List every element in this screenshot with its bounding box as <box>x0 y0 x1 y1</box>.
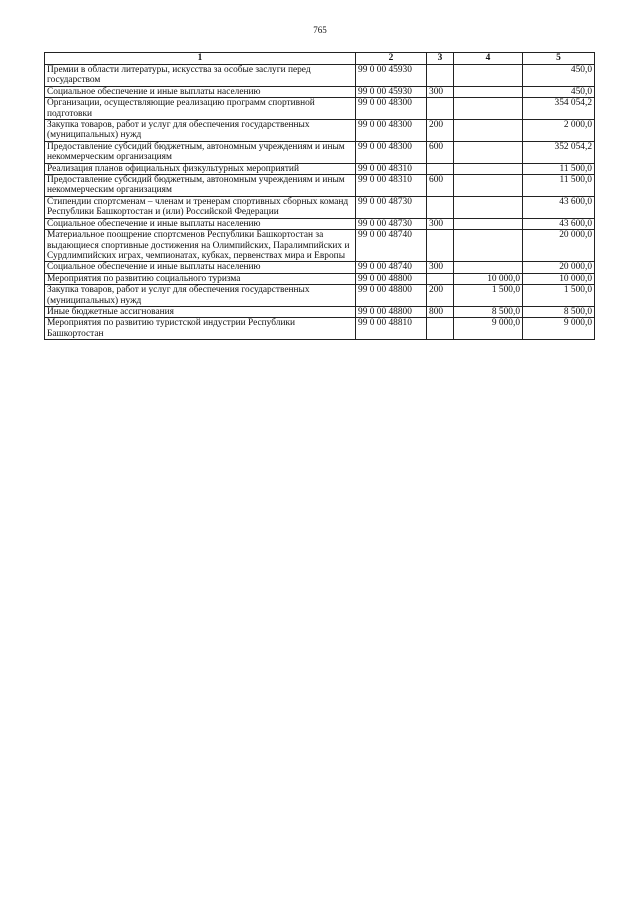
row-expense-type: 600 <box>427 141 454 163</box>
row-amount-col5: 2 000,0 <box>523 120 595 142</box>
row-code: 99 0 00 45930 <box>356 86 427 97</box>
row-name: Социальное обеспечение и иные выплаты населению <box>45 218 356 229</box>
row-name: Предоставление субсидий бюджетным, автономным учреждениям и иным некоммерческим организациям <box>45 175 356 197</box>
row-amount-col4 <box>454 218 523 229</box>
row-amount-col4: 9 000,0 <box>454 318 523 340</box>
row-name: Социальное обеспечение и иные выплаты населению <box>45 262 356 273</box>
row-amount-col4 <box>454 163 523 174</box>
table-row <box>45 98 595 120</box>
row-code: 99 0 00 48300 <box>356 141 427 163</box>
table-row <box>45 65 595 87</box>
row-code: 99 0 00 48300 <box>356 98 427 120</box>
row-amount-col4: 8 500,0 <box>454 306 523 317</box>
row-expense-type <box>427 196 454 218</box>
row-amount-col5: 43 600,0 <box>523 218 595 229</box>
row-code: 99 0 00 48730 <box>356 196 427 218</box>
row-amount-col4 <box>454 98 523 120</box>
table-row <box>45 196 595 218</box>
row-amount-col5: 450,0 <box>523 86 595 97</box>
row-amount-col5: 43 600,0 <box>523 196 595 218</box>
row-name: Организации, осуществляющие реализацию программ спортивной подготовки <box>45 98 356 120</box>
row-code: 99 0 00 48310 <box>356 175 427 197</box>
row-code: 99 0 00 48730 <box>356 218 427 229</box>
row-amount-col4 <box>454 141 523 163</box>
table-row <box>45 262 595 273</box>
header-row <box>45 53 595 65</box>
row-name: Закупка товаров, работ и услуг для обеспечения государственных (муниципальных) нужд <box>45 120 356 142</box>
row-expense-type <box>427 318 454 340</box>
row-code: 99 0 00 48300 <box>356 120 427 142</box>
row-code: 99 0 00 45930 <box>356 65 427 87</box>
row-expense-type: 200 <box>427 120 454 142</box>
table-body <box>45 65 595 340</box>
row-amount-col5: 352 054,2 <box>523 141 595 163</box>
table-row <box>45 86 595 97</box>
row-code: 99 0 00 48800 <box>356 273 427 284</box>
row-expense-type <box>427 230 454 262</box>
row-name: Мероприятия по развитию туристской индустрии Республики Башкортостан <box>45 318 356 340</box>
table-row <box>45 120 595 142</box>
row-amount-col5: 450,0 <box>523 65 595 87</box>
row-amount-col5: 11 500,0 <box>523 175 595 197</box>
table-row <box>45 306 595 317</box>
page-number: 765 <box>313 25 327 35</box>
table-row <box>45 175 595 197</box>
row-code: 99 0 00 48310 <box>356 163 427 174</box>
table-row <box>45 163 595 174</box>
row-amount-col5: 1 500,0 <box>523 285 595 307</box>
table-row <box>45 273 595 284</box>
row-name: Мероприятия по развитию социального туризма <box>45 273 356 284</box>
row-name: Реализация планов официальных физкультурных мероприятий <box>45 163 356 174</box>
row-amount-col4 <box>454 230 523 262</box>
row-amount-col4: 10 000,0 <box>454 273 523 284</box>
budget-table <box>44 52 595 340</box>
row-name: Предоставление субсидий бюджетным, автономным учреждениям и иным некоммерческим организациям <box>45 141 356 163</box>
row-amount-col5: 20 000,0 <box>523 262 595 273</box>
row-amount-col4 <box>454 196 523 218</box>
header-col-4: 4 <box>454 53 523 65</box>
row-expense-type: 800 <box>427 306 454 317</box>
row-expense-type <box>427 163 454 174</box>
table-row <box>45 230 595 262</box>
row-amount-col4 <box>454 65 523 87</box>
row-code: 99 0 00 48800 <box>356 285 427 307</box>
row-name: Стипендии спортсменам – членам и тренерам спортивных сборных команд Республики Башкортостан и (или) Российской Федерации <box>45 196 356 218</box>
row-expense-type <box>427 273 454 284</box>
table-row <box>45 318 595 340</box>
header-col-1: 1 <box>45 53 356 65</box>
row-amount-col5: 20 000,0 <box>523 230 595 262</box>
row-amount-col4 <box>454 86 523 97</box>
row-code: 99 0 00 48810 <box>356 318 427 340</box>
row-expense-type: 300 <box>427 218 454 229</box>
row-amount-col4 <box>454 175 523 197</box>
row-name: Иные бюджетные ассигнования <box>45 306 356 317</box>
row-code: 99 0 00 48800 <box>356 306 427 317</box>
row-expense-type <box>427 65 454 87</box>
row-amount-col5: 10 000,0 <box>523 273 595 284</box>
row-name: Материальное поощрение спортсменов Республики Башкортостан за выдающиеся спортивные достижения на Олимпийских, Паралимпийских и Сурдлимпийских играх, чемпионатах, кубках, первенствах мира и Европы <box>45 230 356 262</box>
row-name: Закупка товаров, работ и услуг для обеспечения государственных (муниципальных) нужд <box>45 285 356 307</box>
row-expense-type: 600 <box>427 175 454 197</box>
table-row <box>45 285 595 307</box>
row-expense-type: 300 <box>427 262 454 273</box>
header-col-3: 3 <box>427 53 454 65</box>
row-amount-col5: 11 500,0 <box>523 163 595 174</box>
row-code: 99 0 00 48740 <box>356 230 427 262</box>
table-header <box>45 53 595 65</box>
row-amount-col5: 8 500,0 <box>523 306 595 317</box>
row-amount-col5: 354 054,2 <box>523 98 595 120</box>
row-expense-type: 200 <box>427 285 454 307</box>
row-expense-type: 300 <box>427 86 454 97</box>
row-amount-col4: 1 500,0 <box>454 285 523 307</box>
row-amount-col5: 9 000,0 <box>523 318 595 340</box>
table-row <box>45 218 595 229</box>
header-col-2: 2 <box>356 53 427 65</box>
table-row <box>45 141 595 163</box>
header-col-5: 5 <box>523 53 595 65</box>
row-amount-col4 <box>454 262 523 273</box>
row-amount-col4 <box>454 120 523 142</box>
row-expense-type <box>427 98 454 120</box>
row-name: Социальное обеспечение и иные выплаты населению <box>45 86 356 97</box>
row-name: Премии в области литературы, искусства за особые заслуги перед государством <box>45 65 356 87</box>
row-code: 99 0 00 48740 <box>356 262 427 273</box>
